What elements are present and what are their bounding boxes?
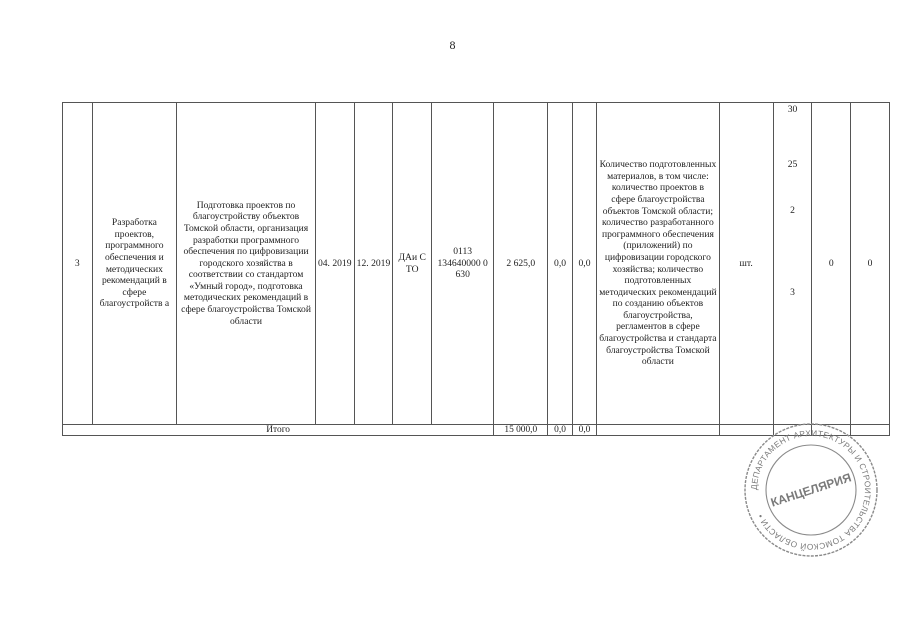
value-software: 2	[790, 205, 795, 216]
indicator-value-year-3: 0	[851, 103, 890, 425]
start-date: 04. 2019	[315, 103, 354, 425]
page-number: 8	[449, 38, 456, 52]
value-total: 30	[787, 104, 798, 115]
total-year-1: 15 000,0	[494, 425, 548, 436]
measures-table	[62, 102, 890, 436]
indicator-value-year-2: 0	[812, 103, 851, 425]
executor: ДАи С ТО	[393, 103, 432, 425]
indicator-values-year-1	[773, 103, 812, 425]
total-year-3: 0,0	[572, 425, 596, 436]
stamp-ring-text: ДЕПАРТАМЕНТ АРХИТЕКТУРЫ И СТРОИТЕЛЬСТВА ТОМСКОЙ ОБЛАСТИ •	[748, 427, 874, 553]
total-label: Итого	[63, 425, 494, 436]
funding-year-3: 0,0	[572, 103, 596, 425]
unit: шт.	[719, 103, 773, 425]
value-recommendations: 3	[790, 287, 795, 298]
stamp-center-text: КАНЦЕЛЯРИЯ	[769, 470, 853, 510]
measure-description: Подготовка проектов по благоустройству объектов Томской области, организация разработки программного обеспечения по цифровизации городского хозяйства в соответствии со стандартом «Умный город», подготовка методических рекомендаций в сфере благоустройства Томской области	[177, 103, 316, 425]
budget-code: 0113 134640000 0 630	[432, 103, 494, 425]
table-row	[63, 103, 890, 425]
measure-name: Разработка проектов, программного обеспечения и методических рекомендаций в сфере благоустройств а	[92, 103, 177, 425]
total-year-2: 0,0	[548, 425, 572, 436]
row-number: 3	[63, 103, 93, 425]
funding-year-1: 2 625,0	[494, 103, 548, 425]
value-projects: 25	[787, 159, 798, 170]
empty-cell	[597, 425, 719, 436]
indicator: Количество подготовленных материалов, в том числе: количество проектов в сфере благоустройства объектов Томской области; количество разработанного программного обеспечения (приложений) по цифровизации городского хозяйства; количество подготовленных методических рекомендаций по созданию объектов благоустройства, регламентов в сфере благоустройства и стандарта благоустройства Томской области	[597, 103, 719, 425]
funding-year-2: 0,0	[548, 103, 572, 425]
end-date: 12. 2019	[354, 103, 393, 425]
office-stamp	[741, 420, 881, 560]
